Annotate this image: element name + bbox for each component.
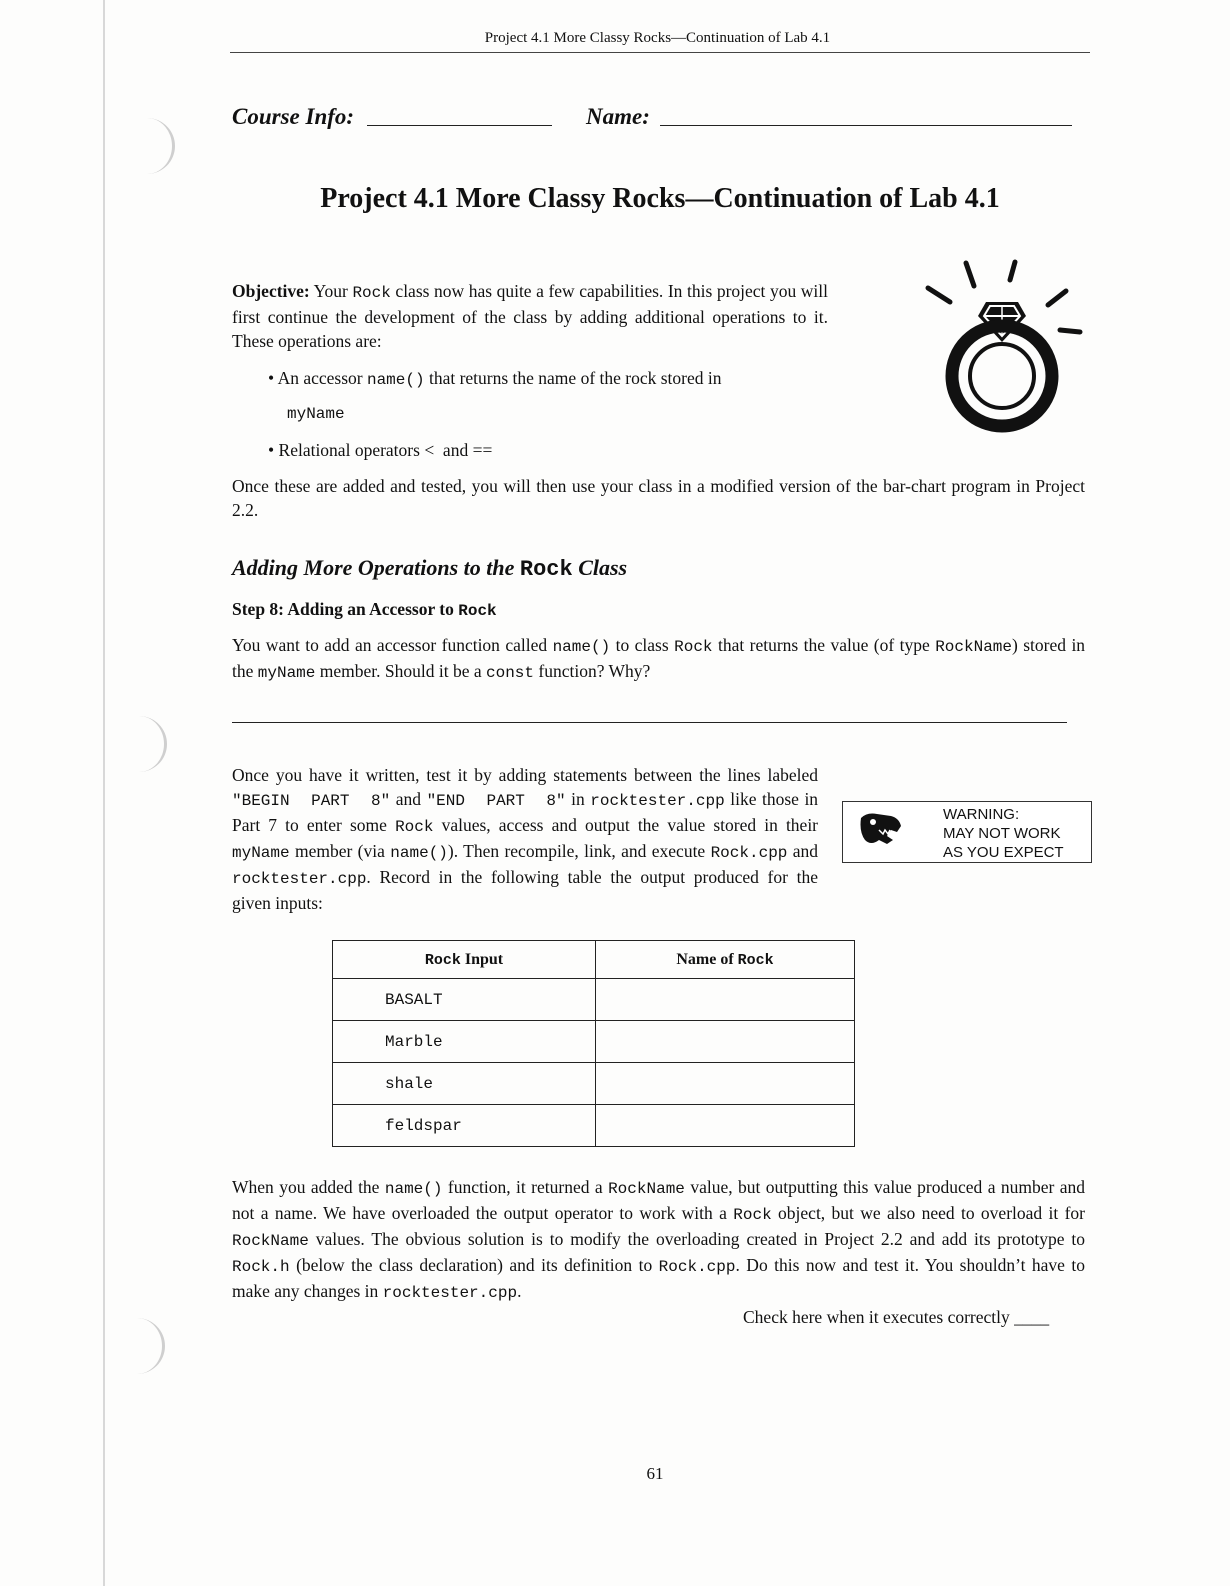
table-row [333, 979, 855, 1021]
text-run: in [571, 789, 585, 809]
code-myname: myName [232, 844, 290, 862]
check-line[interactable]: Check here when it executes correctly ____ [743, 1307, 1050, 1327]
bullet-accessor-continuation: myName [287, 405, 345, 423]
code-rock: Rock [674, 638, 713, 656]
rock-output-table [332, 940, 855, 1147]
text-run: When you added the [232, 1177, 380, 1197]
text-run: and [792, 841, 819, 861]
running-head: Project 4.1 More Classy Rocks—Continuation of Lab 4.1 [484, 30, 831, 46]
code-rock-cpp: Rock.cpp [658, 1258, 736, 1276]
course-info-blank[interactable] [367, 125, 552, 126]
binder-margin-line [103, 0, 105, 1586]
code-name: name() [366, 371, 425, 389]
text-run: Name of [676, 950, 734, 968]
text-run: like those in Part 7 to enter some [232, 789, 819, 835]
section-heading [232, 555, 627, 582]
code-rock-cpp: Rock.cpp [710, 844, 788, 862]
code-rockname: RockName [935, 638, 1012, 656]
code-rocktester-cpp: rocktester.cpp [232, 870, 367, 888]
code-rock: Rock [737, 951, 774, 969]
overload-paragraph [232, 1175, 1085, 1305]
step-8-heading [232, 599, 497, 620]
page-title: Project 4.1 More Classy Rocks—Continuation of Lab 4.1 [320, 183, 1000, 214]
text-run: ) stored in the [232, 635, 1086, 681]
text-run: to class [615, 635, 669, 655]
text-run: . Do this now and test it. You shouldn’t have to make any changes in [232, 1255, 1085, 1301]
bullet-dot-icon: • [268, 368, 275, 388]
rock-input-cell: Marble [333, 1021, 596, 1063]
code-rock: Rock [352, 284, 391, 302]
text-run: . Record in the following table the output produced for the given inputs: [232, 867, 818, 913]
text-run: that returns the name of the rock stored in [428, 368, 722, 388]
text-run: and [395, 789, 422, 809]
text-run: member. Should it be a [319, 661, 482, 681]
bullet-relational [268, 440, 492, 461]
text-run: Step 8: Adding an Accessor to [232, 599, 454, 619]
warning-line: WARNING: [943, 806, 1020, 823]
text-run: (below the class declaration) and its definition to [296, 1255, 653, 1275]
text-run: You want to add an accessor function called [232, 635, 548, 655]
rock-name-answer-cell[interactable] [596, 979, 855, 1021]
code-const: const [485, 664, 534, 682]
rock-name-answer-cell[interactable] [596, 1063, 855, 1105]
table-row [333, 1021, 855, 1063]
rock-input-cell: feldspar [333, 1105, 596, 1147]
code-rock-h: Rock.h [232, 1258, 290, 1276]
warning-box [842, 801, 1092, 863]
text-run: Your [313, 281, 348, 301]
code-begin-part-8: "BEGIN PART 8" [232, 792, 391, 810]
warning-line: AS YOU EXPECT [943, 844, 1064, 861]
name-blank[interactable] [660, 125, 1072, 126]
rock-name-answer-cell[interactable] [596, 1105, 855, 1147]
code-name: name() [390, 844, 448, 862]
text-run: Class [578, 555, 628, 580]
code-rock: Rock [458, 602, 497, 620]
text-run: ). Then recompile, link, and execute [447, 841, 706, 861]
course-info-label: Course Info: [232, 104, 355, 129]
code-name: name() [384, 1180, 443, 1198]
code-rockname: RockName [608, 1180, 685, 1198]
code-rock: Rock [519, 557, 573, 582]
dinosaur-warning-icon [857, 810, 903, 852]
rock-input-cell: shale [333, 1063, 596, 1105]
warning-line: MAY NOT WORK [943, 825, 1061, 842]
text-run: Adding More Operations to the [232, 555, 515, 580]
name-label: Name: [586, 104, 650, 129]
warning-text [943, 805, 1064, 862]
step-8-paragraph [232, 633, 1085, 685]
code-rock: Rock [424, 951, 461, 969]
code-name: name() [552, 638, 611, 656]
text-run: Relational operators [278, 440, 420, 460]
objective-label: Objective: [232, 281, 310, 301]
bullet-accessor [268, 368, 722, 389]
page-number: 61 [646, 1464, 664, 1483]
header-rock-input [333, 941, 596, 979]
text-run: value, but outputting this value produced a number and not a name. We have overloaded the output operator to work with a [232, 1177, 1086, 1223]
operators-text: < and == [424, 440, 493, 460]
objective-paragraph [232, 279, 828, 353]
bullet-dot-icon: • [268, 440, 275, 460]
punch-hole-shadow [128, 716, 167, 772]
table-header-row [333, 941, 855, 979]
punch-hole-shadow [126, 1318, 165, 1374]
text-run: Once you have it written, test it by adding statements between the lines labeled [232, 765, 818, 785]
text-run: . [517, 1281, 522, 1301]
test-paragraph [232, 763, 818, 915]
table-row [333, 1105, 855, 1147]
text-run: class now has quite a few capabilities. In this project you will first continue the development of the class by adding additional operations to it. These operations are: [232, 281, 829, 351]
code-rock: Rock [395, 818, 434, 836]
once-paragraph: Once these are added and tested, you will then use your class in a modified version of the bar-chart program in Project 2.2. [232, 476, 1085, 520]
text-run: Input [464, 950, 504, 968]
text-run: values, access and output the value stored in their [441, 815, 819, 835]
header-rule [230, 52, 1090, 53]
punch-hole-shadow [136, 118, 175, 174]
code-rocktester-cpp: rocktester.cpp [382, 1284, 518, 1302]
code-myname: myName [257, 664, 316, 682]
text-run: function? Why? [538, 661, 651, 681]
table-row [333, 1063, 855, 1105]
text-run: object, but we also need to overload it for [778, 1203, 1086, 1223]
header-name-of-rock [596, 941, 855, 979]
text-run: function, it returned a [447, 1177, 603, 1197]
code-rockname: RockName [232, 1232, 309, 1250]
code-rocktester-cpp: rocktester.cpp [590, 792, 725, 810]
text-run: An accessor [277, 368, 363, 388]
text-run: that returns the value (of type [717, 635, 930, 655]
text-run: member (via [294, 841, 385, 861]
answer-line[interactable] [232, 722, 1067, 723]
code-end-part-8: "END PART 8" [426, 792, 566, 810]
text-run: values. The obvious solution is to modify the overloading created in Project 2.2 and add its prototype to [315, 1229, 1085, 1249]
rock-name-answer-cell[interactable] [596, 1021, 855, 1063]
rock-input-cell: BASALT [333, 979, 596, 1021]
code-rock: Rock [733, 1206, 772, 1224]
diamond-ring-icon [920, 258, 1090, 438]
